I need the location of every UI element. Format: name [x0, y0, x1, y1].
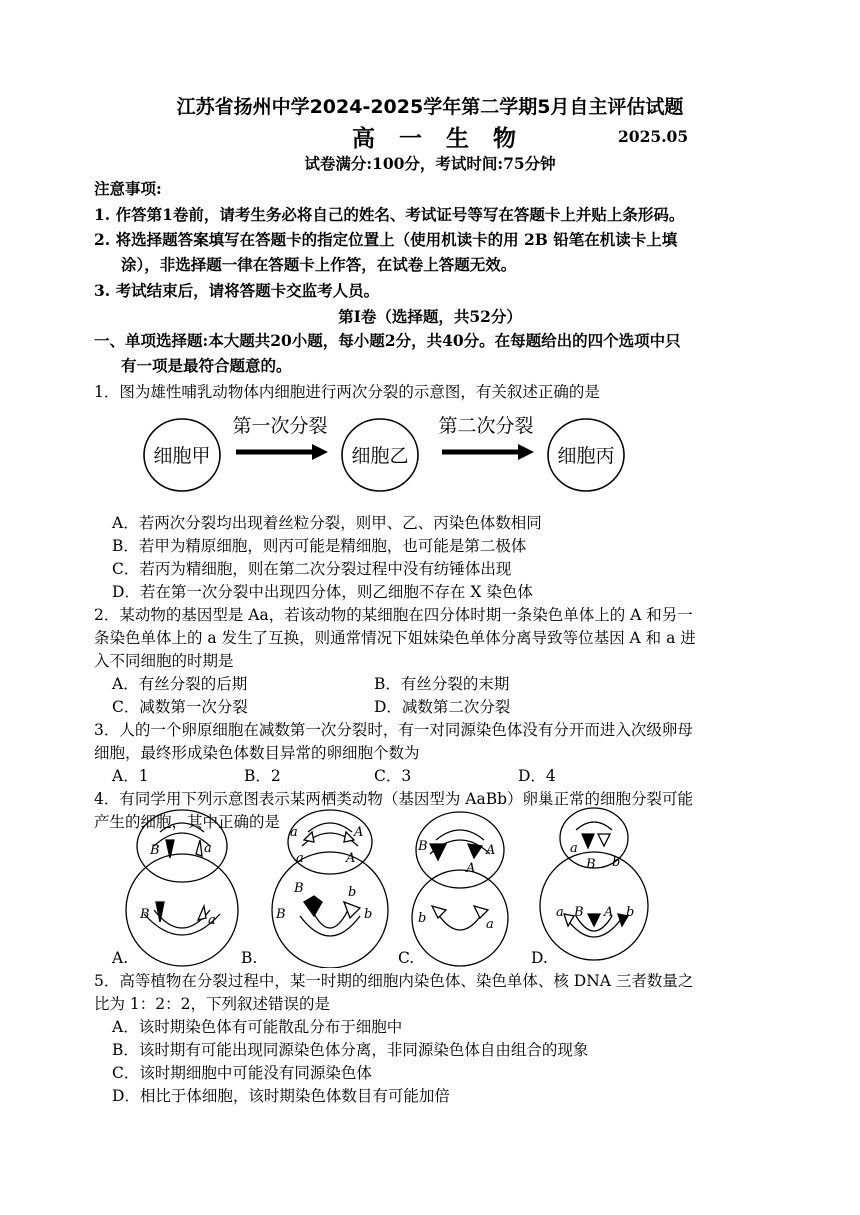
gene-label-upper-a: A: [604, 905, 614, 920]
gene-label-a: a: [486, 917, 494, 932]
q4-figure-label-d: D.: [531, 949, 548, 967]
gene-label-a: a: [570, 841, 578, 856]
subject-title: 高 一 生 物: [352, 126, 525, 152]
q3-option-b: B．2: [244, 767, 281, 785]
gene-label-b: B: [574, 905, 584, 920]
gene-label-upper-a: A: [466, 861, 476, 876]
gene-label-lower-b: b: [418, 911, 427, 926]
figure-a: [126, 810, 238, 966]
arrow-1-label: 第一次分裂: [232, 415, 328, 437]
q2-option-a: A．有丝分裂的后期: [112, 675, 248, 693]
q4-stem-cont: 产生的细胞，其中正确的是: [94, 813, 281, 831]
q4-stem: 4．有同学用下列示意图表示某两栖类动物（基因型为 AaBb）卵巢正常的细胞分裂可能: [94, 790, 694, 808]
q3-option-a: A．1: [112, 767, 149, 785]
arrow-1-icon: [236, 444, 328, 460]
q5-option-c: C．该时期细胞中可能没有同源染色体: [112, 1064, 372, 1082]
q3-option-c: C．3: [374, 767, 412, 785]
exam-date: 2025.05: [618, 127, 689, 146]
exam-info: 试卷满分:100分，考试时间:75分钟: [304, 154, 556, 173]
notes-heading: 注意事项:: [94, 179, 162, 198]
q4-figure-label-a: A.: [112, 949, 129, 967]
cell-jia-label: 细胞甲: [153, 445, 211, 467]
figure-d: [540, 808, 648, 960]
gene-label-upper-a: A: [486, 843, 496, 858]
gene-label-a: a: [296, 851, 304, 866]
gene-label-a: a: [290, 825, 298, 840]
q1-option-b: B．若甲为精原细胞，则丙可能是精细胞，也可能是第二极体: [112, 537, 527, 555]
q5-option-d: D．相比于体细胞，该时期染色体数目有可能加倍: [112, 1087, 450, 1105]
cell-bing-label: 细胞丙: [557, 445, 615, 467]
cell-yi: [342, 419, 418, 491]
gene-label-a: a: [204, 841, 212, 856]
q3-stem: 3．人的一个卵原细胞在减数第一次分裂时，有一对同源染色体没有分开而进入次级卵母: [94, 721, 693, 739]
q1-division-diagram: [140, 404, 640, 504]
gene-label-a: a: [208, 913, 216, 928]
note-item-cont: 涂），非选择题一律在答题卡上作答，在试卷上答题无效。: [121, 255, 517, 274]
q1-option-a: A．若两次分裂均出现着丝粒分裂，则甲、乙、丙染色体数相同: [112, 514, 542, 532]
q5-option-a: A．该时期染色体有可能散乱分布于细胞中: [112, 1018, 403, 1036]
gene-label-b: B: [276, 907, 286, 922]
q2-option-b: B．有丝分裂的末期: [374, 675, 510, 693]
gene-label-lower-b: b: [626, 905, 635, 920]
q5-stem-cont: 比为 1：2：2，下列叙述错误的是: [94, 995, 331, 1013]
q3-stem-cont: 细胞，最终形成染色体数目异常的卵细胞个数为: [94, 744, 420, 762]
note-item: 3. 考试结束后，请将答题卡交监考人员。: [94, 281, 380, 300]
q2-stem-cont: 条染色单体上的 a 发生了互换，则通常情况下姐妹染色单体分离导致等位基因 A 和 a 进: [94, 629, 696, 647]
cell-jia: [144, 419, 220, 491]
gene-label-lower-b: b: [612, 855, 621, 870]
figure-c: [412, 812, 508, 966]
gene-label-a: a: [556, 905, 564, 920]
gene-label-lower-b: b: [348, 885, 357, 900]
cell-bing: [548, 419, 624, 491]
arrow-2-icon: [442, 444, 534, 460]
gene-label-b: B: [294, 881, 304, 896]
gene-label-b: B: [150, 843, 160, 858]
q4-figure-label-b: B.: [241, 949, 258, 967]
gene-label-lower-b: b: [364, 907, 373, 922]
q2-option-c: C．减数第一次分裂: [112, 698, 248, 716]
arrow-2-label: 第二次分裂: [438, 415, 534, 437]
q4-figures: [100, 806, 660, 968]
q1-option-d: D．若在第一次分裂中出现四分体，则乙细胞不存在 X 染色体: [112, 583, 533, 601]
gene-label-upper-a: A: [346, 851, 356, 866]
q1-stem: 1．图为雄性哺乳动物体内细胞进行两次分裂的示意图，有关叙述正确的是: [94, 383, 600, 401]
cell-yi-label: 细胞乙: [351, 445, 409, 467]
note-item: 2. 将选择题答案填写在答题卡的指定位置上（使用机读卡的用 2B 铅笔在机读卡上填: [94, 230, 678, 249]
q4-figure-label-c: C.: [398, 949, 415, 967]
exam-title: 江苏省扬州中学2024-2025学年第二学期5月自主评估试题: [176, 96, 684, 118]
part-heading: 一、单项选择题:本大题共20小题，每小题2分，共40分。在每题给出的四个选项中只: [94, 331, 681, 350]
q2-stem: 2．某动物的基因型是 Aa，若该动物的某细胞在四分体时期一条染色单体上的 A 和另一: [94, 606, 693, 624]
section-title: 第I卷（选择题，共52分）: [338, 307, 522, 326]
q2-stem-cont: 入不同细胞的时期是: [94, 652, 234, 670]
q5-option-b: B．该时期有可能出现同源染色体分离，非同源染色体自由组合的现象: [112, 1041, 589, 1059]
gene-label-b: B: [140, 907, 150, 922]
part-heading-cont: 有一项是最符合题意的。: [121, 356, 292, 375]
q2-option-d: D．减数第二次分裂: [374, 698, 511, 716]
q3-option-d: D．4: [518, 767, 556, 785]
gene-label-b: B: [418, 839, 428, 854]
note-item: 1. 作答第1卷前，请考生务必将自己的姓名、考试证号等写在答题卡上并贴上条形码。: [94, 205, 685, 224]
gene-label-upper-a: A: [354, 825, 364, 840]
q5-stem: 5．高等植物在分裂过程中，某一时期的细胞内染色体、染色单体、核 DNA 三者数量之: [94, 972, 694, 990]
q1-option-c: C．若丙为精细胞，则在第二次分裂过程中没有纺锤体出现: [112, 560, 512, 578]
gene-label-b: B: [586, 857, 596, 872]
